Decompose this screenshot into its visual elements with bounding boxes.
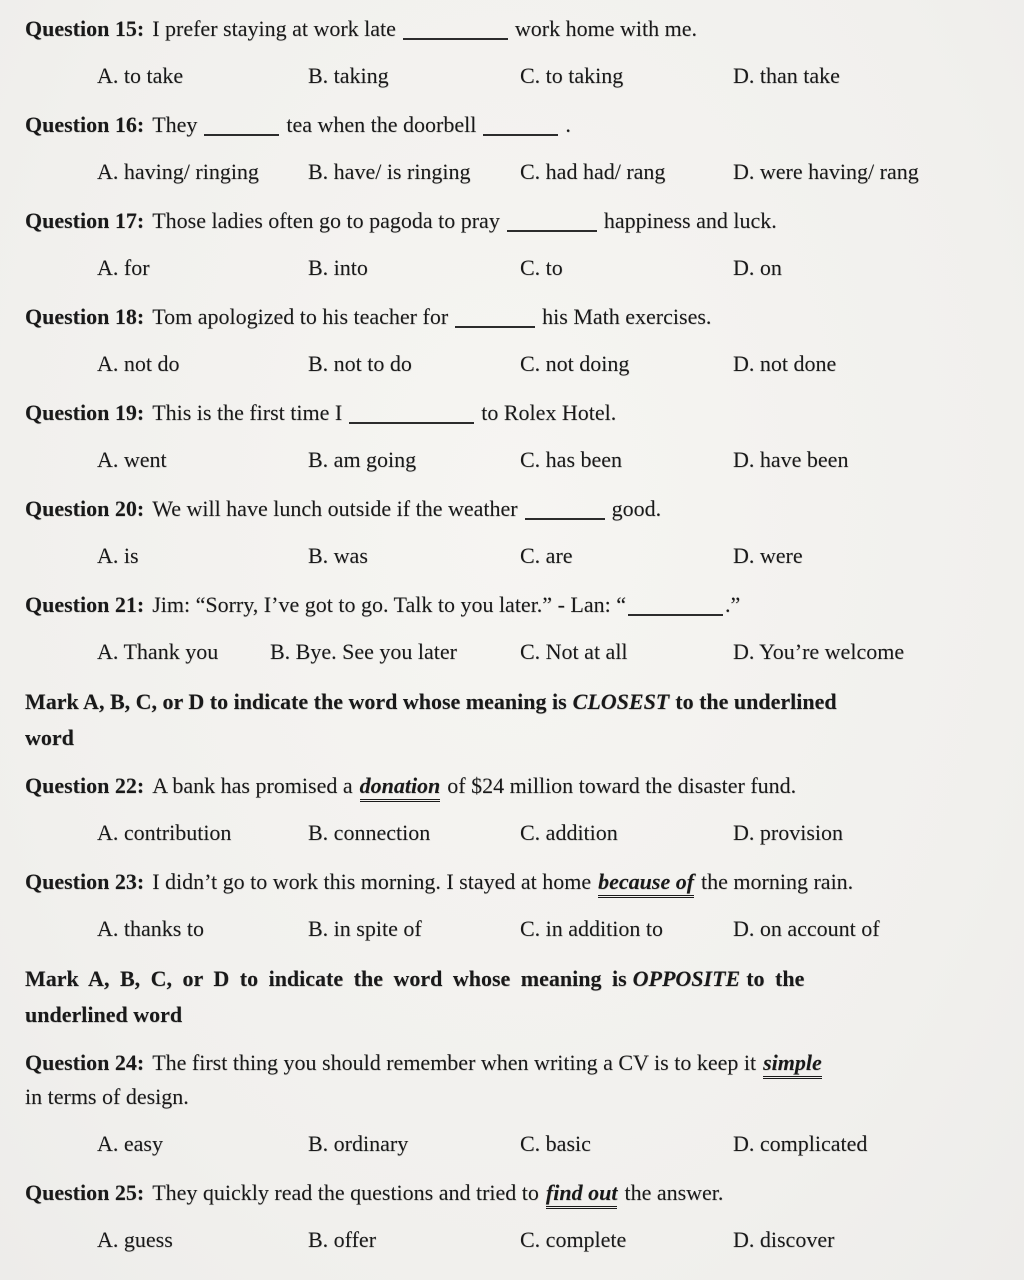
- option-b-23[interactable]: B. in spite of: [308, 916, 422, 941]
- question-label-17: Question 17:: [25, 208, 145, 233]
- question-text-23: [25, 865, 954, 899]
- option-c-16[interactable]: C. had had/ rang: [520, 159, 666, 184]
- question-block-16: [25, 108, 954, 189]
- question-text-25: [25, 1176, 954, 1210]
- question-block-15: [25, 12, 954, 93]
- option-c-22[interactable]: C. addition: [520, 820, 618, 845]
- options-row-15: [25, 59, 954, 93]
- section-header-opposite: [25, 961, 954, 1033]
- section-closest-pre: Mark A, B, C, or D to indicate the word whose meaning is: [25, 689, 567, 714]
- option-a-19[interactable]: A. went: [97, 447, 167, 472]
- underlined-word-25: find out: [546, 1180, 618, 1209]
- option-b-17[interactable]: B. into: [308, 255, 368, 280]
- section-closest-keyword: CLOSEST: [572, 689, 670, 714]
- question-post-21: .”: [724, 592, 741, 617]
- question-text-16: [25, 108, 954, 142]
- underlined-word-22: donation: [360, 773, 441, 802]
- option-b-21[interactable]: B. Bye. See you later: [270, 639, 457, 664]
- section-opposite-line1: [25, 966, 804, 991]
- question-pre-15: I prefer staying at work late: [152, 16, 396, 41]
- question-post-22: of $24 million toward the disaster fund.: [447, 773, 797, 798]
- question-label-18: Question 18:: [25, 304, 145, 329]
- option-d-15[interactable]: D. than take: [733, 63, 840, 88]
- option-b-19[interactable]: B. am going: [308, 447, 417, 472]
- option-b-20[interactable]: B. was: [308, 543, 368, 568]
- question-post-24: in terms of design.: [25, 1084, 189, 1109]
- question-pre-16: They: [152, 112, 198, 137]
- option-a-25[interactable]: A. guess: [97, 1227, 173, 1252]
- option-c-15[interactable]: C. to taking: [520, 63, 624, 88]
- question-label-15: Question 15:: [25, 16, 145, 41]
- options-row-21: [25, 635, 954, 669]
- option-b-18[interactable]: B. not to do: [308, 351, 412, 376]
- question-label-24: Question 24:: [25, 1050, 145, 1075]
- question-block-23: [25, 865, 954, 946]
- question-text-18: [25, 300, 954, 334]
- option-b-24[interactable]: B. ordinary: [308, 1131, 409, 1156]
- option-c-18[interactable]: C. not doing: [520, 351, 630, 376]
- question-pre-17: Those ladies often go to pagoda to pray: [152, 208, 500, 233]
- options-row-20: [25, 539, 954, 573]
- question-text-19: [25, 396, 954, 430]
- option-c-21[interactable]: C. Not at all: [520, 639, 628, 664]
- option-b-15[interactable]: B. taking: [308, 63, 389, 88]
- underlined-word-23: because of: [598, 869, 694, 898]
- option-a-21[interactable]: A. Thank you: [97, 639, 219, 664]
- question-text-17: [25, 204, 954, 238]
- question-block-24: [25, 1046, 954, 1161]
- question-label-25: Question 25:: [25, 1180, 145, 1205]
- options-row-23: [25, 912, 954, 946]
- options-row-16: [25, 155, 954, 189]
- question-post-18: his Math exercises.: [542, 304, 712, 329]
- option-c-20[interactable]: C. are: [520, 543, 573, 568]
- answer-blank-18: [455, 303, 535, 328]
- section-closest-post2: word: [25, 725, 74, 750]
- question-text-15: [25, 12, 954, 46]
- question-pre-21: Jim: “Sorry, I’ve got to go. Talk to you later.” - Lan: “: [152, 592, 626, 617]
- question-text-21: [25, 588, 954, 622]
- option-b-16[interactable]: B. have/ is ringing: [308, 159, 471, 184]
- option-d-19[interactable]: D. have been: [733, 447, 849, 472]
- question-pre-23: I didn’t go to work this morning. I stayed at home: [152, 869, 592, 894]
- question-block-20: [25, 492, 954, 573]
- section-opposite-post2: underlined word: [25, 1002, 183, 1027]
- question-text-22: [25, 769, 954, 803]
- answer-blank-15: [403, 15, 508, 40]
- question-post-16: .: [565, 112, 571, 137]
- option-a-18[interactable]: A. not do: [97, 351, 180, 376]
- question-block-21: [25, 588, 954, 669]
- section-header-closest: [25, 684, 954, 756]
- option-d-17[interactable]: D. on: [733, 255, 782, 280]
- question-post-15: work home with me.: [514, 16, 698, 41]
- option-c-23[interactable]: C. in addition to: [520, 916, 663, 941]
- answer-blank-21: [628, 591, 723, 616]
- question-block-19: [25, 396, 954, 477]
- options-row-19: [25, 443, 954, 477]
- option-d-23[interactable]: D. on account of: [733, 916, 880, 941]
- answer-blank-17: [507, 207, 597, 232]
- question-text-24: [25, 1046, 954, 1114]
- option-a-15[interactable]: A. to take: [97, 63, 184, 88]
- question-pre-20: We will have lunch outside if the weather: [152, 496, 518, 521]
- option-b-25[interactable]: B. offer: [308, 1227, 377, 1252]
- question-label-19: Question 19:: [25, 400, 145, 425]
- option-c-17[interactable]: C. to: [520, 255, 563, 280]
- option-a-22[interactable]: A. contribution: [97, 820, 232, 845]
- option-d-24[interactable]: D. complicated: [733, 1131, 868, 1156]
- option-a-16[interactable]: A. having/ ringing: [97, 159, 259, 184]
- question-block-18: [25, 300, 954, 381]
- question-post-23: the morning rain.: [701, 869, 854, 894]
- options-row-22: [25, 816, 954, 850]
- section-opposite-post1: to the: [746, 966, 805, 991]
- question-block-25: [25, 1176, 954, 1257]
- question-post-20: good.: [611, 496, 662, 521]
- option-d-21[interactable]: D. You’re welcome: [733, 639, 905, 664]
- answer-blank-16b: [483, 111, 558, 136]
- section-opposite-keyword: OPPOSITE: [632, 966, 741, 991]
- question-post-19: to Rolex Hotel.: [481, 400, 617, 425]
- question-post-17: happiness and luck.: [603, 208, 777, 233]
- question-pre-18: Tom apologized to his teacher for: [152, 304, 449, 329]
- answer-blank-19: [349, 399, 474, 424]
- underlined-word-24: simple: [763, 1050, 822, 1079]
- question-pre-19: This is the first time I: [152, 400, 343, 425]
- options-row-18: [25, 347, 954, 381]
- question-pre-24: The first thing you should remember when writing a CV is to keep it: [152, 1050, 757, 1075]
- section-opposite-pre: Mark A, B, C, or D to indicate the word whose meaning is: [25, 966, 627, 991]
- question-label-16: Question 16:: [25, 112, 145, 137]
- option-c-25[interactable]: C. complete: [520, 1227, 627, 1252]
- option-a-17[interactable]: A. for: [97, 255, 150, 280]
- option-c-19[interactable]: C. has been: [520, 447, 623, 472]
- question-text-20: [25, 492, 954, 526]
- answer-blank-16a: [204, 111, 279, 136]
- option-c-24[interactable]: C. basic: [520, 1131, 591, 1156]
- question-mid-16: tea when the doorbell: [286, 112, 477, 137]
- question-pre-25: They quickly read the questions and tried to: [152, 1180, 539, 1205]
- section-closest-post1: to the underlined: [675, 689, 837, 714]
- option-d-20[interactable]: D. were: [733, 543, 803, 568]
- question-block-22: [25, 769, 954, 850]
- question-pre-22: A bank has promised a: [152, 773, 353, 798]
- question-block-17: [25, 204, 954, 285]
- question-label-22: Question 22:: [25, 773, 145, 798]
- option-b-22[interactable]: B. connection: [308, 820, 431, 845]
- question-label-20: Question 20:: [25, 496, 145, 521]
- option-a-23[interactable]: A. thanks to: [97, 916, 204, 941]
- question-label-23: Question 23:: [25, 869, 145, 894]
- option-d-18[interactable]: D. not done: [733, 351, 837, 376]
- question-post-25: the answer.: [624, 1180, 724, 1205]
- option-a-20[interactable]: A. is: [97, 543, 139, 568]
- question-label-21: Question 21:: [25, 592, 145, 617]
- option-a-24[interactable]: A. easy: [97, 1131, 163, 1156]
- options-row-24: [25, 1127, 954, 1161]
- option-d-16[interactable]: D. were having/ rang: [733, 159, 919, 184]
- answer-blank-20: [525, 495, 605, 520]
- option-d-22[interactable]: D. provision: [733, 820, 843, 845]
- options-row-25: [25, 1223, 954, 1257]
- option-d-25[interactable]: D. discover: [733, 1227, 835, 1252]
- options-row-17: [25, 251, 954, 285]
